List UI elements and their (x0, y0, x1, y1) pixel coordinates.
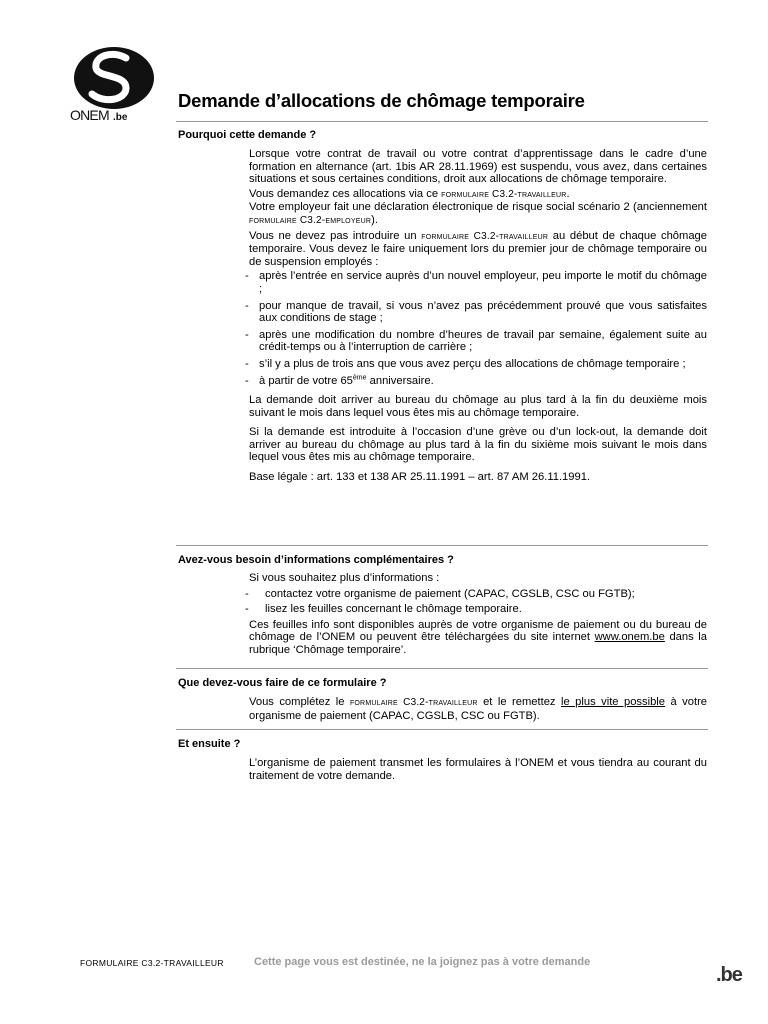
section-heading-infos: Avez-vous besoin d’informations complémentaires ? (178, 554, 454, 566)
paragraph: La demande doit arriver au bureau du chômage au plus tard à la fin du deuxième mois suivant le mois dans lequel vous êtes mis au chômage temporaire. (249, 394, 707, 419)
paragraph: Vous complétez le formulaire C3.2-travailleur et le remettez le plus vite possible à votre organisme de paiement (CAPAC, CGSLB, CSC ou FGTB). (249, 696, 708, 722)
legal-basis: Base légale : art. 133 et 138 AR 25.11.1991 – art. 87 AM 26.11.1991. (249, 471, 591, 484)
paragraph: Si vous souhaitez plus d’informations : (249, 572, 440, 584)
section-heading-ensuite: Et ensuite ? (178, 738, 241, 750)
paragraph: Votre employeur fait une déclaration électronique de risque social scénario 2 (anciennement formulaire C3.2-employeur). (249, 201, 707, 226)
logo-suffix: .be (113, 112, 128, 122)
list-item: - contactez votre organisme de paiement (CAPAC, CGSLB, CSC ou FGTB); (249, 588, 707, 601)
form-reference: formulaire C3.2-travailleur (421, 230, 549, 242)
section-body-pourquoi (249, 148, 707, 484)
paragraph: Vous ne devez pas introduire un formulaire C3.2-travailleur au début de chaque chômage temporaire. Vous devez le faire uniquement lors du premier jour de chômage temporaire ou de suspension employés : (249, 229, 708, 268)
form-reference: formulaire C3.2-travailleur (441, 188, 567, 200)
section-divider (176, 729, 708, 730)
paragraph: Vous demandez ces allocations via ce formulaire C3.2-travailleur. (249, 187, 570, 200)
paragraph: Si la demande est introduite à l’occasion d’une grève ou d’un lock-out, la demande doit arriver au bureau du chômage au plus tard à la fin du sixième mois suivant le mois dans lequel vous êtes mis au chômage temporaire. (249, 426, 707, 464)
title-divider (176, 121, 708, 122)
footer-notice: Cette page vous est destinée, ne la joignez pas à votre demande (254, 956, 591, 968)
section-heading-pourquoi: Pourquoi cette demande ? (178, 129, 317, 141)
footer-form-reference: FORMULAIRE C3.2-TRAVAILLEUR (80, 958, 224, 968)
section-body-faire (249, 696, 707, 722)
onem-website-link[interactable]: www.onem.be (594, 631, 665, 644)
list-item: - lisez les feuilles concernant le chômage temporaire. (249, 603, 707, 616)
form-reference: formulaire C3.2-employeur (249, 214, 372, 226)
form-reference: formulaire C3.2-travailleur (349, 697, 478, 708)
onem-logo (68, 44, 156, 122)
section-divider (176, 545, 708, 546)
paragraph: Lorsque votre contrat de travail ou votre contrat d’apprentissage dans le cadre d’une formation en alternance (art. 1bis AR 28.11.1969) est suspendu, vous avez, dans certaines situations et sous certaines conditions, droit aux allocations de chômage temporaire. (249, 148, 707, 186)
info-list (249, 588, 707, 616)
paragraph: L’organisme de paiement transmet les formulaires à l’ONEM et vous tiendra au courant du traitement de votre demande. (249, 757, 707, 782)
logo-wordmark: ONEM (70, 107, 109, 122)
paragraph: Ces feuilles info sont disponibles auprès de votre organisme de paiement ou du bureau de chômage de l’ONEM ou peuvent être téléchargées du site internet www.onem.be dans la rubrique ‘Chômage temporaire’. (249, 618, 707, 656)
be-logo: .be (716, 964, 742, 986)
page-title: Demande d’allocations de chômage temporaire (178, 90, 585, 111)
section-body-ensuite (249, 757, 707, 782)
section-heading-faire: Que devez-vous faire de ce formulaire ? (178, 677, 387, 689)
section-divider (176, 668, 708, 669)
list-item: - après l’entrée en service auprès d’un nouvel employeur, peu importe le motif du chômage ; (249, 270, 707, 295)
list-item: - à partir de votre 65ème anniversaire. (249, 375, 707, 388)
section-body-infos (249, 572, 707, 657)
list-item: - s’il y a plus de trois ans que vous avez perçu des allocations de chômage temporaire ; (249, 358, 707, 371)
emphasis-underlined: le plus vite possible (560, 696, 666, 708)
list-item: - pour manque de travail, si vous n’avez pas précédemment prouvé que vous satisfaites aux conditions de stage ; (249, 300, 707, 325)
list-item: - après une modification du nombre d’heures de travail par semaine, également suite au crédit-temps ou à l’interruption de carrière ; (249, 329, 707, 354)
conditions-list (249, 270, 707, 387)
